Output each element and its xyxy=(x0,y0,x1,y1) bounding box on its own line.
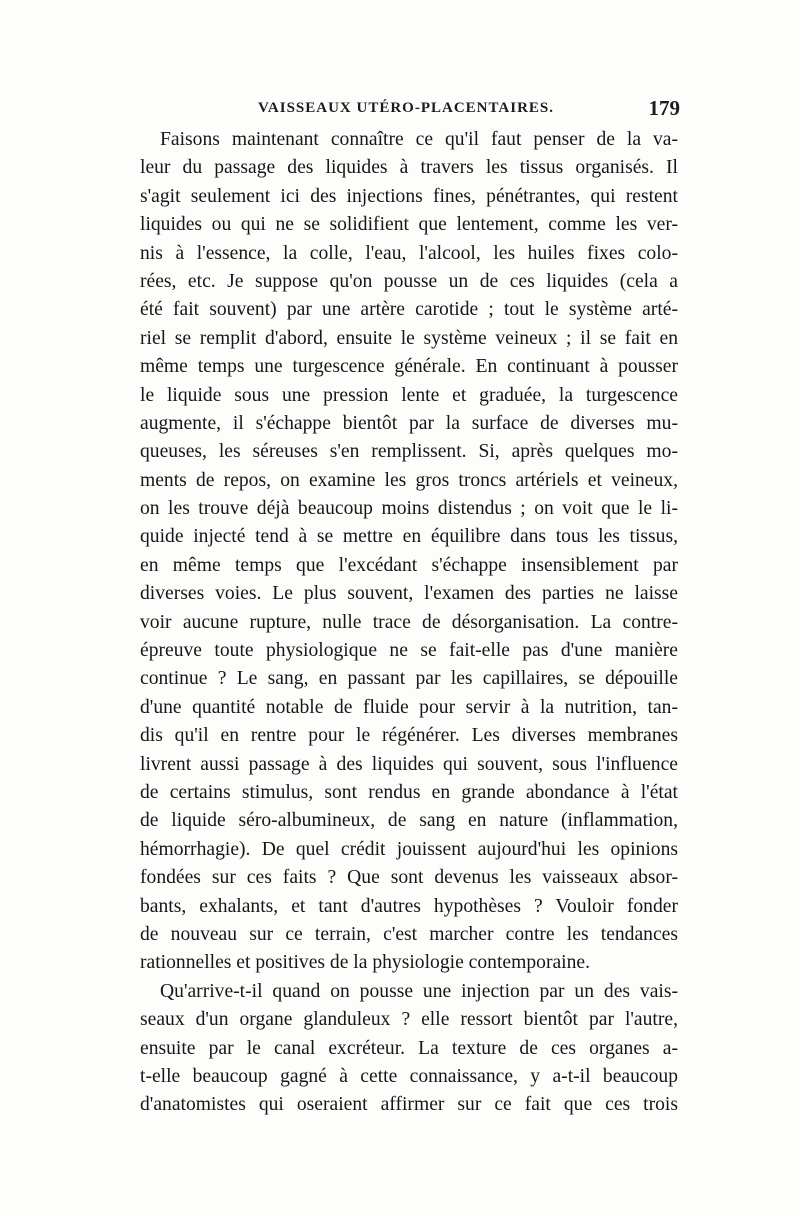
text-line: on les trouve déjà beaucoup moins distendus ; on voit que le li- xyxy=(140,498,678,520)
text-line: même temps une turgescence générale. En continuant à pousser xyxy=(140,356,678,378)
text-line: épreuve toute physiologique ne se fait-elle pas d'une manière xyxy=(140,640,678,662)
text-line: de nouveau sur ce terrain, c'est marcher contre les tendances xyxy=(140,923,678,945)
text-line: fondées sur ces faits ? Que sont devenus les vaisseaux absor- xyxy=(140,867,678,889)
text-line: quide injecté tend à se mettre en équilibre dans tous les tissus, xyxy=(140,526,678,548)
paragraph-1 xyxy=(140,126,678,978)
text-line: en même temps que l'excédant s'échappe insensiblement par xyxy=(140,554,678,576)
text-line: augmente, il s'échappe bientôt par la surface de diverses mu- xyxy=(140,412,678,434)
paragraph-2 xyxy=(140,978,678,1120)
text-line: diverses voies. Le plus souvent, l'examen des parties ne laisse xyxy=(140,583,678,605)
text-line: livrent aussi passage à des liquides qui souvent, sous l'influence xyxy=(140,753,678,775)
text-line: liquides ou qui ne se solidifient que lentement, comme les ver- xyxy=(140,214,678,236)
text-line: seaux d'un organe glanduleux ? elle ressort bientôt par l'autre, xyxy=(140,1009,678,1031)
text-line: rées, etc. Je suppose qu'on pousse un de ces liquides (cela a xyxy=(140,270,678,292)
text-line: bants, exhalants, et tant d'autres hypothèses ? Vouloir fonder xyxy=(140,895,678,917)
text-line: continue ? Le sang, en passant par les capillaires, se dépouille xyxy=(140,668,678,690)
text-line: d'une quantité notable de fluide pour servir à la nutrition, tan- xyxy=(140,696,678,718)
text-line: nis à l'essence, la colle, l'eau, l'alcool, les huiles fixes colo- xyxy=(140,242,678,264)
text-line: riel se remplit d'abord, ensuite le système veineux ; il se fait en xyxy=(140,327,678,349)
text-line: leur du passage des liquides à travers les tissus organisés. Il xyxy=(140,157,678,179)
text-line: t-elle beaucoup gagné à cette connaissance, y a-t-il beaucoup xyxy=(140,1065,678,1087)
text-line: ensuite par le canal excréteur. La texture de ces organes a- xyxy=(140,1037,678,1059)
text-line: le liquide sous une pression lente et graduée, la turgescence xyxy=(140,384,678,406)
text-line: queuses, les séreuses s'en remplissent. Si, après quelques mo- xyxy=(140,441,678,463)
text-line: dis qu'il en rentre pour le régénérer. Les diverses membranes xyxy=(140,725,678,747)
text-line: ments de repos, on examine les gros troncs artériels et veineux, xyxy=(140,469,678,491)
text-line: Qu'arrive-t-il quand on pousse une injection par un des vais- xyxy=(160,980,678,1002)
text-line: rationnelles et positives de la physiologie contemporaine. xyxy=(140,952,590,974)
text-line: été fait souvent) par une artère carotide ; tout le système arté- xyxy=(140,299,678,321)
text-line: de certains stimulus, sont rendus en grande abondance à l'état xyxy=(140,781,678,803)
text-line: de liquide séro-albumineux, de sang en nature (inflammation, xyxy=(140,810,678,832)
body-text xyxy=(140,126,678,1120)
text-line: Faisons maintenant connaître ce qu'il faut penser de la va- xyxy=(160,129,678,150)
running-title: VAISSEAUX UTÉRO-PLACENTAIRES. xyxy=(258,100,555,116)
text-line: s'agit seulement ici des injections fines, pénétrantes, qui restent xyxy=(140,185,678,207)
text-line: d'anatomistes qui oseraient affirmer sur ce fait que ces trois xyxy=(140,1094,678,1116)
text-line: voir aucune rupture, nulle trace de désorganisation. La contre- xyxy=(140,611,678,633)
page-number: 179 xyxy=(648,96,680,120)
page-header xyxy=(140,98,680,122)
text-line: hémorrhagie). De quel crédit jouissent aujourd'hui les opinions xyxy=(140,838,678,860)
